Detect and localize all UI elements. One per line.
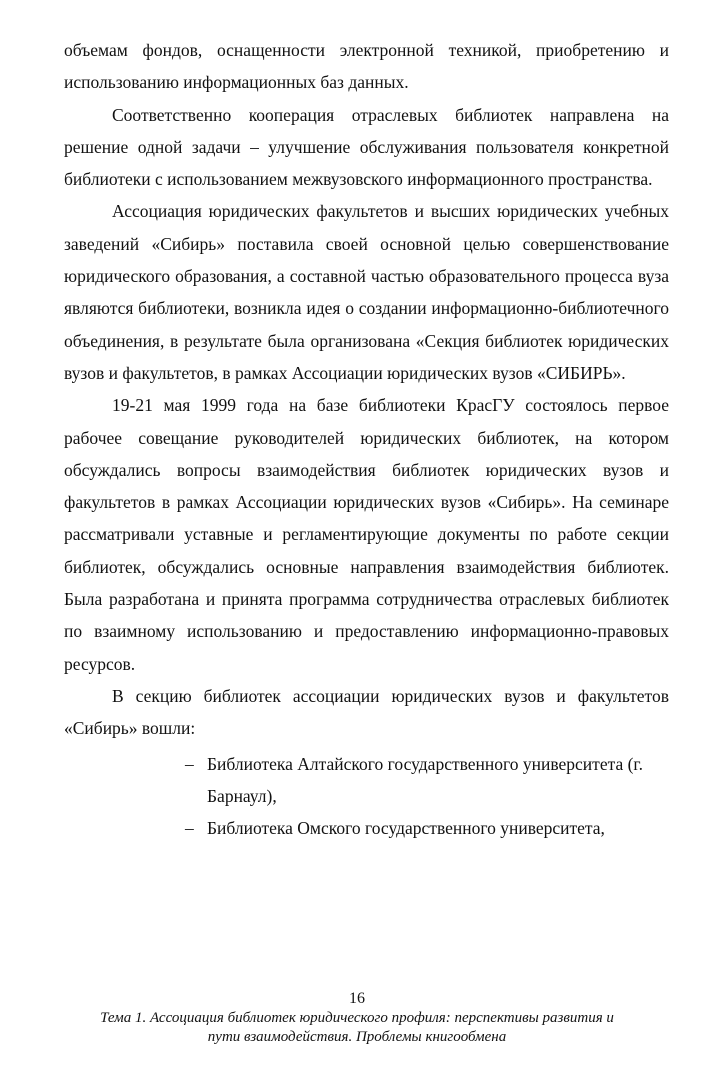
list-item	[185, 748, 669, 813]
page-footer	[80, 1009, 634, 1047]
list-item	[185, 812, 669, 844]
body-text	[64, 34, 669, 844]
paragraph-4: 19-21 мая 1999 года на базе библиотеки КрасГУ состоялось первое рабочее совещание руководителей юридических библиотек, на котором обсуждались вопросы взаимодействия библиотек юридических вузов и факультетов в рамках Ассоциации юридических вузов «Сибирь». На семинаре рассматривали уставные и регламентирующие документы по работе секции библиотек, обсуждались основные направления взаимодействия библиотек. Была разработана и принята программа сотрудничества отраслевых библиотек по взаимному использованию и предоставлению информационно-правовых ресурсов.	[64, 395, 669, 674]
paragraph-3: Ассоциация юридических факультетов и высших юридических учебных заведений «Сибирь» поставила своей основной целью совершенствование юридического образования, а составной частью образовательного процесса вуза являются библиотеки, возникла идея о создании информационно-библиотечного объединения, в результате была организована «Секция библиотек юридических вузов и факультетов, в рамках Ассоциации юридических вузов «СИБИРЬ».	[64, 201, 669, 383]
footer-line-2: пути взаимодействия. Проблемы книгообмена	[207, 1029, 507, 1045]
paragraph-2: Соответственно кооперация отраслевых библиотек направлена на решение одной задачи – улучшение обслуживания пользователя конкретной библиотеки с использованием межвузовского информационного пространства.	[64, 104, 669, 190]
paragraph-1: объемам фондов, оснащенности электронной техникой, приобретению и использованию информационных баз данных.	[64, 40, 669, 93]
paragraph-5: В секцию библиотек ассоциации юридических вузов и факультетов «Сибирь» вошли:	[64, 685, 669, 739]
footer-line-1: Тема 1. Ассоциация библиотек юридического профиля: перспективы развития и	[100, 1010, 614, 1026]
page-number: 16	[349, 990, 365, 1007]
dash-bullet: –	[185, 818, 194, 839]
dash-bullet: –	[185, 753, 194, 774]
list-item-text: Библиотека Омского государственного университета,	[207, 818, 605, 839]
library-list	[64, 748, 669, 845]
list-item-text: Библиотека Алтайского государственного университета (г. Барнаул),	[207, 753, 643, 806]
